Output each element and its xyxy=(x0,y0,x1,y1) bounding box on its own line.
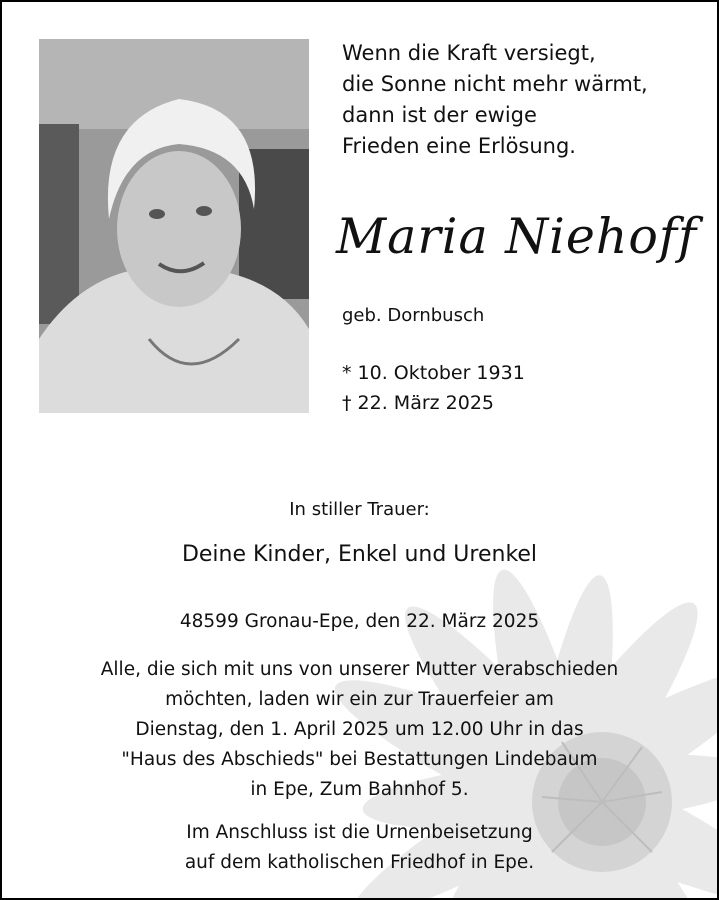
poem-line: Frieden eine Erlösung. xyxy=(342,134,576,158)
invitation-line: Alle, die sich mit uns von unserer Mutter verabschieden xyxy=(100,659,619,680)
invitation-line: Dienstag, den 1. April 2025 um 12.00 Uhr in das xyxy=(135,719,584,740)
poem-line: dann ist der ewige xyxy=(342,103,537,127)
invitation-text xyxy=(2,655,717,805)
poem xyxy=(342,38,702,162)
mourners: Deine Kinder, Enkel und Urenkel xyxy=(181,542,538,567)
invitation-line: möchten, laden wir ein zur Trauerfeier am xyxy=(165,689,554,710)
poem-line: Wenn die Kraft versiegt, xyxy=(342,41,596,65)
burial-text xyxy=(2,818,717,878)
birth-name: geb. Dornbusch xyxy=(342,305,485,326)
deceased-name: Maria Niehoff xyxy=(336,208,698,265)
mourning-label: In stiller Trauer: xyxy=(289,499,430,520)
burial-line: Im Anschluss ist die Urnenbeisetzung xyxy=(186,822,533,843)
burial-line: auf dem katholischen Friedhof in Epe. xyxy=(184,852,535,873)
invitation-line: "Haus des Abschieds" bei Bestattungen Lindebaum xyxy=(121,749,598,770)
life-dates xyxy=(342,358,525,418)
invitation-line: in Epe, Zum Bahnhof 5. xyxy=(250,779,469,800)
poem-line: die Sonne nicht mehr wärmt, xyxy=(342,72,648,96)
portrait-photo xyxy=(39,39,309,413)
place-date: 48599 Gronau-Epe, den 22. März 2025 xyxy=(179,611,540,632)
birth-date: * 10. Oktober 1931 xyxy=(342,362,525,384)
death-date: † 22. März 2025 xyxy=(342,392,495,414)
portrait-image xyxy=(39,39,309,413)
